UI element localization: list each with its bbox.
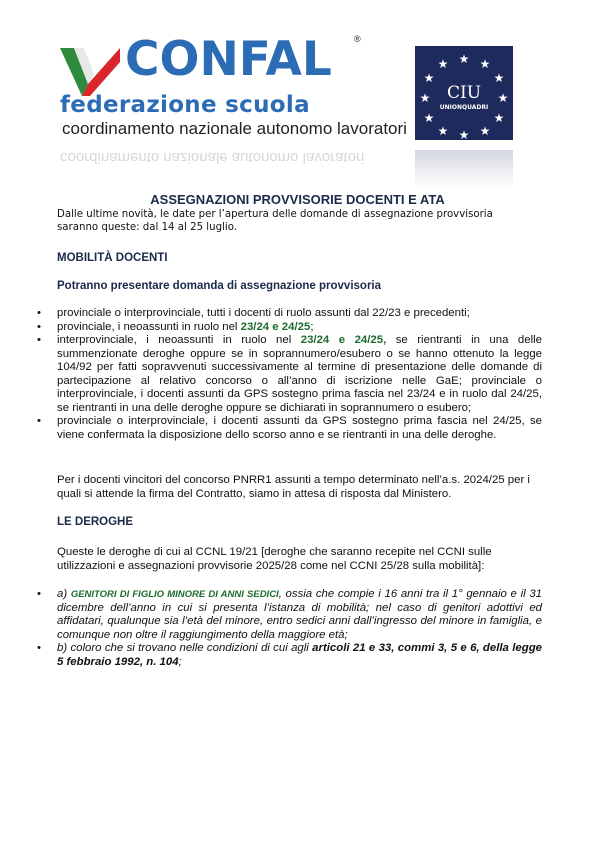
section-subheading: Potranno presentare domanda di assegnazione provvisoria xyxy=(57,280,382,292)
italian-flag-logo-mark xyxy=(60,44,120,96)
list-item: • b) coloro che si trovano nelle condizioni di cui agli articoli 21 e 33, commi 3, 5 e 6, della legge 5 febbraio 1992, n. 104; xyxy=(37,642,542,668)
svg-text:★: ★ xyxy=(497,91,509,105)
svg-text:★: ★ xyxy=(419,91,431,105)
list-item: • provinciale o interprovinciale, i docenti assunti da GPS sostegno prima fascia nel 24/25, se viene confermata la disposizione dello scorso anno e se rientranti in una delle deroghe. xyxy=(37,415,542,441)
svg-text:★: ★ xyxy=(437,57,449,71)
ciu-unionquadri-badge xyxy=(415,46,513,140)
svg-text:★: ★ xyxy=(479,57,491,71)
logo-subtitle: federazione scuola xyxy=(60,92,310,118)
intro-paragraph: Dalle ultime novità, le date per l’apertura delle domande di assegnazione provvisoria saranno queste: dal 14 al 25 luglio. xyxy=(57,209,493,233)
logo-brand: CONFAL xyxy=(125,32,332,87)
badge-sub-text: UNIONQUADRI xyxy=(439,104,489,111)
svg-text:★: ★ xyxy=(437,124,449,138)
list-item: • a) GENITORI DI FIGLIO MINORE DI ANNI SEDICI, ossia che compie i 16 anni tra il 1° gennaio e il 31 dicembre dell’anno in cui si presenta l’istanza di mobilità; nel caso di genitori adottivi ed affidatari, qualunque sia l’età del minore, entro sedici anni dall’ingresso del minore in famiglia, e comunque non oltre il raggiungimento della maggiore età; xyxy=(37,588,542,641)
svg-text:★: ★ xyxy=(458,52,470,66)
page-title: ASSEGNAZIONI PROVVISORIE DOCENTI E ATA xyxy=(150,192,445,207)
section-heading-deroghe: LE DEROGHE xyxy=(57,516,134,528)
logo-tagline-reflection: coordinamento nazionale autonomo lavoratori xyxy=(60,149,365,166)
section-heading-mobilita: MOBILITÀ DOCENTI xyxy=(57,252,168,264)
badge-reflection xyxy=(415,150,513,188)
list-item: • provinciale o interprovinciale, tutti i docenti di ruolo assunti dal 22/23 e precedenti; xyxy=(37,307,470,319)
pnrr-note: Per i docenti vincitori del concorso PNRR1 assunti a tempo determinato nell’a.s. 2024/25 per i quali si attende la firma del Contratto, siamo in attesa di risposta dal Ministero. xyxy=(57,474,530,500)
svg-text:★: ★ xyxy=(493,111,505,125)
svg-text:★: ★ xyxy=(423,71,435,85)
list-item: • interprovinciale, i neoassunti in ruolo nel 23/24 e 24/25, se rientranti in una delle summenzionate deroghe oppure se in soprannumero/esubero o se hanno ottenuto la legge 104/92 per fatti sopravvenuti successivamente al termine di presentazione delle domande di partecipazione al relativo concorso o all’anno di iscrizione nelle GaE; provinciale o interprovinciale, i docenti assunti da GPS sostegno prima fascia nel 23/24 e in ruolo dal 24/25, se rientranti in una delle deroghe oppure se dichiarati in soprannumero o esubero; xyxy=(37,334,542,414)
logo-tagline: coordinamento nazionale autonomo lavoratori xyxy=(62,119,407,138)
svg-text:★: ★ xyxy=(458,128,470,140)
svg-text:★: ★ xyxy=(493,71,505,85)
badge-main-text: CIU xyxy=(446,83,482,103)
deroghe-intro: Queste le deroghe di cui al CCNL 19/21 [deroghe che saranno recepite nel CCNI sulle utilizzazioni e assegnazioni provvisorie 2025/28 come nel CCNI 25/28 sulla mobilità]: xyxy=(57,546,492,572)
deroghe-list xyxy=(0,588,542,669)
svg-text:★: ★ xyxy=(479,124,491,138)
mobility-list xyxy=(0,307,542,442)
list-item: • provinciale, i neoassunti in ruolo nel 23/24 e 24/25; xyxy=(37,320,314,333)
svg-text:★: ★ xyxy=(423,111,435,125)
registered-mark: ® xyxy=(354,34,361,44)
